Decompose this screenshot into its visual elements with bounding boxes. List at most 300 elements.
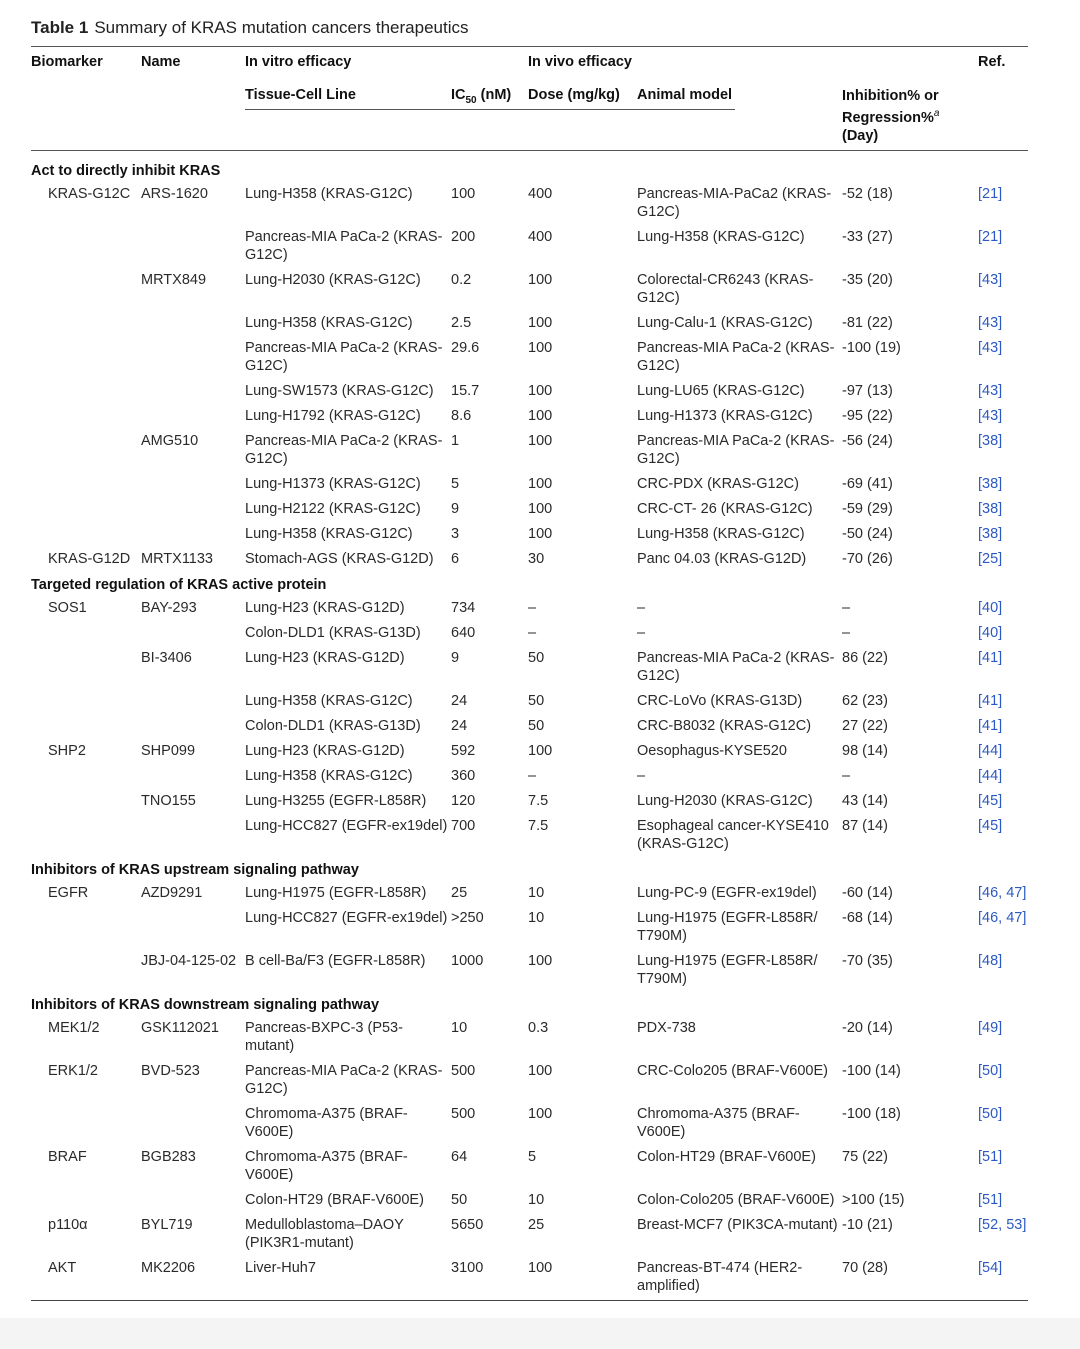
ic50-prefix: IC bbox=[451, 87, 466, 103]
cell-animal-model: CRC-Colo205 (BRAF-V600E) bbox=[637, 1063, 828, 1079]
cell-animal-model: – bbox=[637, 625, 646, 641]
cell-dose: – bbox=[528, 768, 537, 784]
cell-ic50: 64 bbox=[451, 1149, 468, 1165]
inhibition-line2-text: Regression% bbox=[842, 109, 934, 126]
cell-biomarker bbox=[31, 790, 141, 815]
cell-animal-model: Lung-H358 (KRAS-G12C) bbox=[637, 229, 805, 245]
cell-ref[interactable]: [48] bbox=[978, 953, 1003, 969]
header-name: Name bbox=[141, 54, 181, 70]
cell-tissue-cell-line: B cell-Ba/F3 (EGFR-L858R) bbox=[245, 953, 426, 969]
cell-ic50: 0.2 bbox=[451, 272, 472, 288]
section-title: Act to directly inhibit KRAS bbox=[31, 163, 221, 179]
cell-tissue-cell-line: Colon-DLD1 (KRAS-G13D) bbox=[245, 625, 421, 641]
table-row bbox=[31, 815, 1028, 858]
ic50-suffix: (nM) bbox=[476, 87, 512, 103]
cell-dose: – bbox=[528, 600, 537, 616]
cell-ref[interactable]: [51] bbox=[978, 1149, 1003, 1165]
cell-name: MRTX1133 bbox=[141, 551, 213, 567]
cell-ref[interactable]: [52, 53] bbox=[978, 1217, 1027, 1233]
cell-ref[interactable]: [45] bbox=[978, 793, 1003, 809]
cell-tissue-cell-line: Lung-SW1573 (KRAS-G12C) bbox=[245, 383, 434, 399]
cell-animal-model: CRC-B8032 (KRAS-G12C) bbox=[637, 718, 812, 734]
cell-name: AMG510 bbox=[141, 433, 199, 449]
cell-dose: 10 bbox=[528, 885, 545, 901]
table-row bbox=[31, 907, 1028, 950]
cell-ref[interactable]: [41] bbox=[978, 650, 1003, 666]
table-row bbox=[31, 715, 1028, 740]
cell-name bbox=[141, 498, 245, 523]
cell-tissue-cell-line: Lung-H358 (KRAS-G12C) bbox=[245, 526, 413, 542]
cell-ic50: 9 bbox=[451, 501, 460, 517]
cell-animal-model: Chromoma-A375 (BRAF-V600E) bbox=[637, 1106, 800, 1140]
cell-ic50: 2.5 bbox=[451, 315, 472, 331]
cell-inhibition: -35 (20) bbox=[842, 272, 893, 288]
cell-inhibition: -100 (18) bbox=[842, 1106, 901, 1122]
cell-ref[interactable]: [21] bbox=[978, 229, 1003, 245]
cell-biomarker: ERK1/2 bbox=[48, 1063, 98, 1079]
cell-ref[interactable]: [46, 47] bbox=[978, 885, 1027, 901]
cell-tissue-cell-line: Pancreas-BXPC-3 (P53-mutant) bbox=[245, 1020, 403, 1054]
cell-name: AZD9291 bbox=[141, 885, 203, 901]
cell-name bbox=[141, 690, 245, 715]
cell-tissue-cell-line: Lung-H1975 (EGFR-L858R) bbox=[245, 885, 427, 901]
cell-animal-model: Pancreas-MIA-PaCa2 (KRAS-G12C) bbox=[637, 186, 832, 220]
cell-ref[interactable]: [46, 47] bbox=[978, 910, 1027, 926]
cell-ic50: 100 bbox=[451, 186, 476, 202]
cell-dose: 100 bbox=[528, 501, 553, 517]
cell-tissue-cell-line: Liver-Huh7 bbox=[245, 1260, 316, 1276]
table-container bbox=[31, 14, 1028, 1301]
cell-dose: 100 bbox=[528, 272, 553, 288]
cell-biomarker: MEK1/2 bbox=[48, 1020, 100, 1036]
table-row bbox=[31, 226, 1028, 269]
cell-ref[interactable]: [54] bbox=[978, 1260, 1003, 1276]
cell-biomarker bbox=[31, 950, 141, 993]
cell-dose: 100 bbox=[528, 953, 553, 969]
table-row bbox=[31, 690, 1028, 715]
cell-ic50: 8.6 bbox=[451, 408, 472, 424]
table-row bbox=[31, 405, 1028, 430]
section-row bbox=[31, 993, 1028, 1017]
inhibition-line2 bbox=[842, 105, 939, 127]
cell-ic50: 3100 bbox=[451, 1260, 484, 1276]
cell-tissue-cell-line: Colon-DLD1 (KRAS-G13D) bbox=[245, 718, 421, 734]
cell-dose: 100 bbox=[528, 743, 553, 759]
table-row bbox=[31, 790, 1028, 815]
cell-ic50: 24 bbox=[451, 718, 468, 734]
cell-animal-model: Pancreas-MIA PaCa-2 (KRAS-G12C) bbox=[637, 433, 835, 467]
cell-inhibition: 62 (23) bbox=[842, 693, 888, 709]
cell-tissue-cell-line: Lung-H1373 (KRAS-G12C) bbox=[245, 476, 421, 492]
table-row bbox=[31, 765, 1028, 790]
cell-ic50: 6 bbox=[451, 551, 460, 567]
cell-dose: 10 bbox=[528, 1192, 545, 1208]
cell-ref[interactable]: [45] bbox=[978, 818, 1003, 834]
cell-tissue-cell-line: Lung-H2122 (KRAS-G12C) bbox=[245, 501, 421, 517]
cell-name bbox=[141, 226, 245, 269]
cell-dose: 25 bbox=[528, 1217, 545, 1233]
cell-ref[interactable]: [38] bbox=[978, 476, 1003, 492]
cell-tissue-cell-line: Chromoma-A375 (BRAF-V600E) bbox=[245, 1149, 408, 1183]
cell-ic50: 25 bbox=[451, 885, 468, 901]
cell-animal-model: Esophageal cancer-KYSE410 (KRAS-G12C) bbox=[637, 818, 829, 852]
cell-tissue-cell-line: Lung-H358 (KRAS-G12C) bbox=[245, 186, 413, 202]
cell-ref[interactable]: [40] bbox=[978, 600, 1003, 616]
table-row bbox=[31, 269, 1028, 312]
cell-inhibition: -10 (21) bbox=[842, 1217, 893, 1233]
cell-animal-model: Lung-H2030 (KRAS-G12C) bbox=[637, 793, 813, 809]
cell-inhibition: -81 (22) bbox=[842, 315, 893, 331]
cell-animal-model: Pancreas-BT-474 (HER2-amplified) bbox=[637, 1260, 803, 1294]
cell-tissue-cell-line: Stomach-AGS (KRAS-G12D) bbox=[245, 551, 434, 567]
cell-dose: 100 bbox=[528, 1063, 553, 1079]
table-row bbox=[31, 950, 1028, 993]
cell-animal-model: Lung-LU65 (KRAS-G12C) bbox=[637, 383, 805, 399]
cell-animal-model: Lung-PC-9 (EGFR-ex19del) bbox=[637, 885, 817, 901]
table-row bbox=[31, 1257, 1028, 1300]
cell-dose: 400 bbox=[528, 229, 553, 245]
cell-name: BYL719 bbox=[141, 1217, 193, 1233]
cell-dose: 100 bbox=[528, 526, 553, 542]
cell-ref[interactable]: [38] bbox=[978, 501, 1003, 517]
page-bottom-band bbox=[0, 1318, 1080, 1349]
header-tissue-cell-line: Tissue-Cell Line bbox=[245, 87, 356, 103]
cell-biomarker bbox=[31, 765, 141, 790]
cell-biomarker bbox=[31, 337, 141, 380]
cell-biomarker: SOS1 bbox=[48, 600, 87, 616]
cell-ic50: 500 bbox=[451, 1063, 476, 1079]
cell-inhibition: >100 (15) bbox=[842, 1192, 905, 1208]
cell-ref[interactable]: [41] bbox=[978, 693, 1003, 709]
cell-inhibition: -52 (18) bbox=[842, 186, 893, 202]
cell-tissue-cell-line: Lung-H358 (KRAS-G12C) bbox=[245, 693, 413, 709]
header-inhibition bbox=[842, 87, 939, 145]
cell-dose: 7.5 bbox=[528, 818, 549, 834]
bottom-rule bbox=[31, 1300, 1028, 1301]
cell-name: JBJ-04-125-02 bbox=[141, 953, 237, 969]
table-row bbox=[31, 430, 1028, 473]
cell-ic50: 360 bbox=[451, 768, 476, 784]
cell-ref[interactable]: [43] bbox=[978, 272, 1003, 288]
cell-biomarker: AKT bbox=[48, 1260, 77, 1276]
cell-biomarker bbox=[31, 269, 141, 312]
cell-ic50: 592 bbox=[451, 743, 476, 759]
cell-animal-model: PDX-738 bbox=[637, 1020, 696, 1036]
cell-tissue-cell-line: Chromoma-A375 (BRAF-V600E) bbox=[245, 1106, 408, 1140]
cell-name bbox=[141, 765, 245, 790]
cell-biomarker bbox=[31, 715, 141, 740]
cell-biomarker bbox=[31, 226, 141, 269]
cell-name: SHP099 bbox=[141, 743, 196, 759]
table-row bbox=[31, 882, 1028, 907]
header-ref: Ref. bbox=[978, 54, 1006, 70]
header-dose: Dose (mg/kg) bbox=[528, 87, 620, 103]
header-subrule bbox=[245, 109, 735, 110]
header-in-vivo: In vivo efficacy bbox=[528, 54, 632, 70]
cell-biomarker bbox=[31, 815, 141, 858]
cell-inhibition: 70 (28) bbox=[842, 1260, 888, 1276]
cell-ref[interactable]: [38] bbox=[978, 526, 1003, 542]
cell-biomarker bbox=[31, 405, 141, 430]
table-row bbox=[31, 312, 1028, 337]
cell-name bbox=[141, 1189, 245, 1214]
cell-ref[interactable]: [43] bbox=[978, 340, 1003, 356]
cell-ic50: 640 bbox=[451, 625, 476, 641]
cell-biomarker: KRAS-G12D bbox=[48, 551, 131, 567]
cell-name: MRTX849 bbox=[141, 272, 207, 288]
cell-biomarker bbox=[31, 473, 141, 498]
cell-tissue-cell-line: Lung-H1792 (KRAS-G12C) bbox=[245, 408, 421, 424]
cell-tissue-cell-line: Lung-H358 (KRAS-G12C) bbox=[245, 768, 413, 784]
table-row bbox=[31, 523, 1028, 548]
cell-dose: 100 bbox=[528, 433, 553, 449]
cell-biomarker bbox=[31, 430, 141, 473]
cell-inhibition: -95 (22) bbox=[842, 408, 893, 424]
section-title: Targeted regulation of KRAS active protein bbox=[31, 577, 327, 593]
cell-tissue-cell-line: Pancreas-MIA PaCa-2 (KRAS-G12C) bbox=[245, 229, 443, 263]
cell-inhibition: -70 (35) bbox=[842, 953, 893, 969]
cell-tissue-cell-line: Pancreas-MIA PaCa-2 (KRAS-G12C) bbox=[245, 1063, 443, 1097]
cell-name bbox=[141, 1103, 245, 1146]
cell-inhibition: -97 (13) bbox=[842, 383, 893, 399]
cell-inhibition: 86 (22) bbox=[842, 650, 888, 666]
cell-name: MK2206 bbox=[141, 1260, 196, 1276]
header-gap bbox=[31, 151, 1028, 159]
cell-name bbox=[141, 815, 245, 858]
cell-animal-model: CRC-CT- 26 (KRAS-G12C) bbox=[637, 501, 813, 517]
cell-biomarker bbox=[31, 622, 141, 647]
cell-name bbox=[141, 715, 245, 740]
cell-name: BAY-293 bbox=[141, 600, 197, 616]
cell-biomarker bbox=[31, 1103, 141, 1146]
cell-name bbox=[141, 312, 245, 337]
cell-dose: – bbox=[528, 625, 537, 641]
section-row bbox=[31, 573, 1028, 597]
cell-ref[interactable]: [40] bbox=[978, 625, 1003, 641]
cell-ic50: 734 bbox=[451, 600, 476, 616]
cell-tissue-cell-line: Lung-H23 (KRAS-G12D) bbox=[245, 600, 405, 616]
cell-ref[interactable]: [43] bbox=[978, 383, 1003, 399]
table-row bbox=[31, 498, 1028, 523]
table-row bbox=[31, 337, 1028, 380]
cell-inhibition: 43 (14) bbox=[842, 793, 888, 809]
cell-tissue-cell-line: Lung-H23 (KRAS-G12D) bbox=[245, 743, 405, 759]
cell-name bbox=[141, 907, 245, 950]
table-row bbox=[31, 380, 1028, 405]
table-row bbox=[31, 740, 1028, 765]
table-row bbox=[31, 647, 1028, 690]
caption-label: Table 1 bbox=[31, 18, 89, 37]
cell-dose: 10 bbox=[528, 910, 545, 926]
cell-animal-model: – bbox=[637, 600, 646, 616]
cell-inhibition: -20 (14) bbox=[842, 1020, 893, 1036]
cell-ic50: 50 bbox=[451, 1192, 468, 1208]
header-animal-model: Animal model bbox=[637, 87, 733, 103]
header-biomarker: Biomarker bbox=[31, 54, 103, 70]
inhibition-line1: Inhibition% or bbox=[842, 88, 939, 104]
cell-animal-model: – bbox=[637, 768, 646, 784]
cell-name: GSK112021 bbox=[141, 1020, 219, 1036]
cell-ref[interactable]: [44] bbox=[978, 743, 1003, 759]
cell-biomarker bbox=[31, 690, 141, 715]
cell-biomarker bbox=[31, 1189, 141, 1214]
cell-inhibition: – bbox=[842, 768, 851, 784]
cell-animal-model: Breast-MCF7 (PIK3CA-mutant) bbox=[637, 1217, 838, 1233]
cell-inhibition: -100 (19) bbox=[842, 340, 901, 356]
table-row bbox=[31, 548, 1028, 573]
cell-dose: 100 bbox=[528, 383, 553, 399]
cell-inhibition: -59 (29) bbox=[842, 501, 893, 517]
table-row bbox=[31, 473, 1028, 498]
cell-tissue-cell-line: Lung-H2030 (KRAS-G12C) bbox=[245, 272, 421, 288]
table-row bbox=[31, 1189, 1028, 1214]
cell-animal-model: Panc 04.03 (KRAS-G12D) bbox=[637, 551, 807, 567]
cell-animal-model: Lung-H358 (KRAS-G12C) bbox=[637, 526, 805, 542]
header-ic50 bbox=[451, 87, 511, 106]
cell-animal-model: Pancreas-MIA PaCa-2 (KRAS-G12C) bbox=[637, 340, 835, 374]
cell-biomarker: EGFR bbox=[48, 885, 89, 901]
table-row bbox=[31, 622, 1028, 647]
cell-name bbox=[141, 405, 245, 430]
cell-biomarker bbox=[31, 312, 141, 337]
cell-ref[interactable]: [21] bbox=[978, 186, 1003, 202]
cell-animal-model: CRC-PDX (KRAS-G12C) bbox=[637, 476, 799, 492]
cell-tissue-cell-line: Lung-H3255 (EGFR-L858R) bbox=[245, 793, 427, 809]
table-caption bbox=[31, 14, 1028, 42]
cell-inhibition: 27 (22) bbox=[842, 718, 888, 734]
cell-biomarker bbox=[31, 498, 141, 523]
cell-ref[interactable]: [38] bbox=[978, 433, 1003, 449]
cell-name bbox=[141, 380, 245, 405]
table-row bbox=[31, 1060, 1028, 1103]
cell-inhibition: -50 (24) bbox=[842, 526, 893, 542]
cell-ref[interactable]: [50] bbox=[978, 1063, 1003, 1079]
cell-dose: 100 bbox=[528, 340, 553, 356]
cell-tissue-cell-line: Lung-HCC827 (EGFR-ex19del) bbox=[245, 910, 448, 926]
cell-ic50: 1000 bbox=[451, 953, 484, 969]
cell-inhibition: -70 (26) bbox=[842, 551, 893, 567]
cell-ref[interactable]: [41] bbox=[978, 718, 1003, 734]
cell-tissue-cell-line: Lung-H23 (KRAS-G12D) bbox=[245, 650, 405, 666]
cell-ic50: 200 bbox=[451, 229, 476, 245]
cell-inhibition: -33 (27) bbox=[842, 229, 893, 245]
cell-ic50: 5 bbox=[451, 476, 460, 492]
cell-dose: 5 bbox=[528, 1149, 537, 1165]
cell-ic50: 15.7 bbox=[451, 383, 480, 399]
cell-animal-model: Colon-HT29 (BRAF-V600E) bbox=[637, 1149, 816, 1165]
cell-ic50: >250 bbox=[451, 910, 484, 926]
cell-biomarker: BRAF bbox=[48, 1149, 87, 1165]
cell-ref[interactable]: [43] bbox=[978, 408, 1003, 424]
therapeutics-table bbox=[31, 159, 1028, 1300]
cell-dose: 0.3 bbox=[528, 1020, 549, 1036]
cell-biomarker: KRAS-G12C bbox=[48, 186, 131, 202]
table-row bbox=[31, 1214, 1028, 1257]
cell-ic50: 500 bbox=[451, 1106, 476, 1122]
cell-name: BGB283 bbox=[141, 1149, 196, 1165]
table-row bbox=[31, 1103, 1028, 1146]
cell-tissue-cell-line: Lung-H358 (KRAS-G12C) bbox=[245, 315, 413, 331]
cell-inhibition: -100 (14) bbox=[842, 1063, 901, 1079]
cell-name bbox=[141, 337, 245, 380]
ic50-subscript: 50 bbox=[465, 94, 477, 106]
cell-dose: 100 bbox=[528, 1106, 553, 1122]
cell-name: BI-3406 bbox=[141, 650, 192, 666]
cell-inhibition: – bbox=[842, 600, 851, 616]
cell-ic50: 29.6 bbox=[451, 340, 480, 356]
section-title: Inhibitors of KRAS downstream signaling pathway bbox=[31, 997, 380, 1013]
cell-animal-model: Lung-H1373 (KRAS-G12C) bbox=[637, 408, 813, 424]
table-header bbox=[31, 47, 1028, 150]
cell-dose: 100 bbox=[528, 1260, 553, 1276]
cell-name bbox=[141, 523, 245, 548]
cell-tissue-cell-line: Colon-HT29 (BRAF-V600E) bbox=[245, 1192, 424, 1208]
cell-name: ARS-1620 bbox=[141, 186, 208, 202]
cell-dose: 7.5 bbox=[528, 793, 549, 809]
cell-ref[interactable]: [51] bbox=[978, 1192, 1003, 1208]
cell-inhibition: 87 (14) bbox=[842, 818, 888, 834]
cell-name bbox=[141, 622, 245, 647]
cell-ref[interactable]: [43] bbox=[978, 315, 1003, 331]
cell-animal-model: Oesophagus-KYSE520 bbox=[637, 743, 787, 759]
cell-animal-model: CRC-LoVo (KRAS-G13D) bbox=[637, 693, 803, 709]
cell-ic50: 10 bbox=[451, 1020, 468, 1036]
cell-ref[interactable]: [44] bbox=[978, 768, 1003, 784]
cell-animal-model: Colorectal-CR6243 (KRAS-G12C) bbox=[637, 272, 814, 306]
table-row bbox=[31, 597, 1028, 622]
cell-animal-model: Lung-Calu-1 (KRAS-G12C) bbox=[637, 315, 813, 331]
cell-name: TNO155 bbox=[141, 793, 196, 809]
section-row bbox=[31, 159, 1028, 183]
inhibition-footnote-mark: a bbox=[933, 108, 940, 119]
cell-inhibition: -60 (14) bbox=[842, 885, 893, 901]
cell-tissue-cell-line: Medulloblastoma–DAOY (PIK3R1-mutant) bbox=[245, 1217, 404, 1251]
cell-ic50: 9 bbox=[451, 650, 460, 666]
cell-ic50: 24 bbox=[451, 693, 468, 709]
table-row bbox=[31, 1017, 1028, 1060]
cell-animal-model: Lung-H1975 (EGFR-L858R/ T790M) bbox=[637, 910, 818, 944]
cell-ic50: 700 bbox=[451, 818, 476, 834]
cell-animal-model: Colon-Colo205 (BRAF-V600E) bbox=[637, 1192, 835, 1208]
cell-biomarker bbox=[31, 523, 141, 548]
cell-dose: 30 bbox=[528, 551, 545, 567]
table-row bbox=[31, 1146, 1028, 1189]
cell-ic50: 5650 bbox=[451, 1217, 484, 1233]
cell-ic50: 120 bbox=[451, 793, 476, 809]
section-row bbox=[31, 858, 1028, 882]
section-title: Inhibitors of KRAS upstream signaling pathway bbox=[31, 862, 359, 878]
caption-text: Summary of KRAS mutation cancers therapeutics bbox=[94, 18, 469, 37]
cell-dose: 100 bbox=[528, 408, 553, 424]
cell-ic50: 1 bbox=[451, 433, 460, 449]
cell-tissue-cell-line: Pancreas-MIA PaCa-2 (KRAS-G12C) bbox=[245, 433, 443, 467]
cell-name bbox=[141, 473, 245, 498]
cell-biomarker bbox=[31, 380, 141, 405]
cell-dose: 50 bbox=[528, 718, 545, 734]
cell-animal-model: Pancreas-MIA PaCa-2 (KRAS-G12C) bbox=[637, 650, 835, 684]
cell-inhibition: 98 (14) bbox=[842, 743, 888, 759]
cell-dose: 100 bbox=[528, 315, 553, 331]
cell-biomarker bbox=[31, 647, 141, 690]
cell-ref[interactable]: [49] bbox=[978, 1020, 1003, 1036]
cell-dose: 50 bbox=[528, 650, 545, 666]
cell-dose: 400 bbox=[528, 186, 553, 202]
table-row bbox=[31, 183, 1028, 226]
cell-name: BVD-523 bbox=[141, 1063, 200, 1079]
cell-ref[interactable]: [25] bbox=[978, 551, 1003, 567]
cell-ref[interactable]: [50] bbox=[978, 1106, 1003, 1122]
cell-dose: 50 bbox=[528, 693, 545, 709]
